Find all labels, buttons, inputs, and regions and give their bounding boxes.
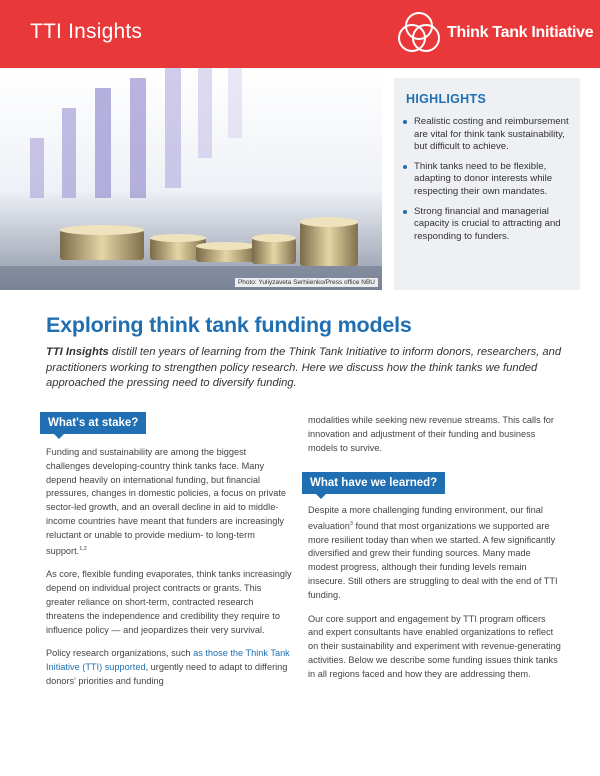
- bullet-icon: [403, 165, 407, 169]
- learned-paragraph-2: Our core support and engagement by TTI program officers and expert consultants have enabled organizations to reflect on their sustainability and experiment with revenue-generating activities. Below we describe some funding issues think tanks in all regions faced and how they are addressing them.: [308, 613, 561, 679]
- highlights-heading: HIGHLIGHTS: [406, 92, 487, 106]
- bullet-icon: [403, 210, 407, 214]
- stake-paragraph-2: As core, flexible funding evaporates, think tanks increasingly depend on individual project contracts or grants. This greater reliance on short-term, contracted research threatens the independence and credibility they require to influence policy — and jeopardizes their very survival.: [46, 569, 292, 635]
- article-lead: [46, 345, 566, 392]
- series-title: TTI Insights: [30, 20, 143, 43]
- footnote-ref: 1,2: [79, 545, 87, 552]
- highlight-item: Realistic costing and reimbursement are vital for think tank sustainability, but difficult to achieve.: [402, 116, 572, 154]
- lead-text: distill ten years of learning from the Think Tank Initiative to inform donors, researchers, and practitioners working to strengthen policy research. Here we discuss how the think tanks we funded approached the pressing need to diversify funding.: [46, 346, 562, 389]
- right-column: [308, 504, 562, 692]
- coins-photo: [0, 68, 382, 290]
- section-heading-stake: What's at stake?: [40, 412, 146, 434]
- stake-paragraph-1: Funding and sustainability are among the biggest challenges developing-country think tanks face. Many depend heavily on international funding, but financial pressures, changes in domestic policies, a focus on private sector-led growth, and an overall decline in aid to middle-income countries have meant that funders are increasingly reluctant or unable to provide medium- to long-term support.$^{1,2}$: [46, 447, 287, 556]
- stake-paragraph-3-continued: modalities while seeking new revenue streams. This calls for innovation and adjustment of their funding and business models to survive.: [308, 415, 554, 453]
- photo-credit: Photo: Yuliyzaveta Serhiienko/Press office NBU: [235, 278, 378, 287]
- right-column-top: [308, 414, 558, 465]
- header-banner: [0, 0, 600, 68]
- bullet-icon: [403, 120, 407, 124]
- tti-logo-icon: [393, 7, 445, 59]
- article-title: Exploring think tank funding models: [46, 313, 412, 337]
- footnote-ref: 3: [349, 520, 353, 527]
- highlight-item: Think tanks need to be flexible, adapting to donor interests while respecting their own mandates.: [402, 161, 572, 199]
- highlight-item: Strong financial and managerial capacity is crucial to attracting and responding to funders.: [402, 206, 572, 244]
- left-column: [46, 446, 292, 699]
- section-heading-learned: What have we learned?: [302, 472, 445, 494]
- learned-paragraph-1: Despite a more challenging funding environment, our final evaluation$^3$ found that most organizations we supported are more resilient today than when we started. A few significantly diversified and grew their funding sources. Many made modest progress, although their funding levels remain insecure. Still others are struggling to deal with the end of TTI funding.: [308, 505, 558, 600]
- brand-name: Think Tank Initiative: [447, 24, 594, 41]
- lead-series-name: TTI Insights: [46, 346, 109, 358]
- coins-chart-image: [0, 68, 382, 290]
- stake-paragraph-3: Policy research organizations, such as those the Think Tank Initiative (TTI) supported, urgently need to adapt to differing donors' priorities and funding: [46, 648, 290, 687]
- tti-supported-link[interactable]: as those the Think Tank Initiative (TTI) supported: [46, 648, 290, 673]
- highlights-box: [394, 78, 580, 290]
- highlights-list: [402, 116, 572, 250]
